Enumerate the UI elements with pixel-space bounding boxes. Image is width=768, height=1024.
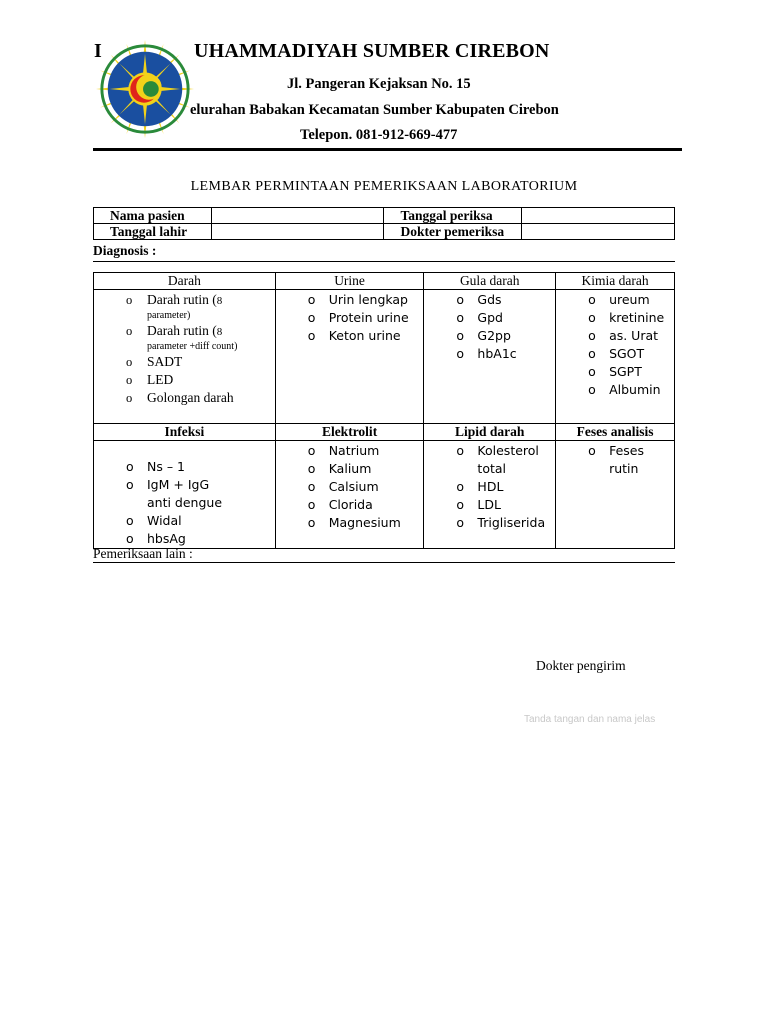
lab-test-grid [93,272,675,549]
form-title: LEMBAR PERMINTAAN PEMERIKSAAN LABORATORIUM [190,179,578,194]
list-item[interactable]: o Natrium [276,442,424,460]
section-title-kimia: Kimia darah [556,273,675,290]
list-item[interactable]: o HDL [424,478,555,496]
elektrolit-list [276,441,424,532]
other-exam-label: Pemeriksaan lain : [93,546,193,561]
list-item[interactable]: o Protein urine [276,309,424,327]
list-item[interactable]: o Golongan darah [94,389,275,407]
diagnosis-label: Diagnosis : [93,243,157,258]
letterhead-rule [93,148,682,151]
section-title-infeksi: Infeksi [94,424,276,441]
gula-list [424,290,555,363]
section-title-lipid: Lipid darah [424,424,556,441]
list-item[interactable]: o G2pp [424,327,555,345]
list-item[interactable]: o Trigliserida [424,514,555,532]
phone-line: Telepon. 081-912-669-477 [300,127,458,143]
section-title-feses: Feses analisis [556,424,675,441]
list-item[interactable]: o Feses rutin [556,442,674,478]
section-title-darah: Darah [94,273,276,290]
muhammadiyah-logo [96,40,194,138]
kimia-list [556,290,674,399]
section-title-gula: Gula darah [424,273,556,290]
list-item[interactable]: o IgM + IgG anti dengue [94,476,275,512]
list-item[interactable]: o LDL [424,496,555,514]
other-exam-rule [93,562,675,563]
sender-doctor-label: Dokter pengirim [536,658,626,673]
region-line: elurahan Babakan Kecamatan Sumber Kabupaten Cirebon [190,102,559,118]
list-item[interactable]: o SADT [94,353,275,371]
list-item[interactable]: o Darah rutin (8 parameter +diff count) [94,322,275,353]
patient-name-field[interactable] [211,208,384,224]
list-item[interactable]: o SGPT [556,363,674,381]
list-item[interactable]: o Ns – 1 [94,458,275,476]
list-item[interactable]: o Albumin [556,381,674,399]
list-item[interactable]: o ureum [556,291,674,309]
patient-info-table [93,207,675,240]
list-item[interactable]: o SGOT [556,345,674,363]
list-item[interactable]: o as. Urat [556,327,674,345]
exam-date-label: Tanggal periksa [384,208,522,224]
list-item[interactable]: o Widal [94,512,275,530]
urine-list [276,290,424,345]
section-title-elektrolit: Elektrolit [275,424,424,441]
infeksi-list [94,441,275,548]
list-item[interactable]: o Magnesium [276,514,424,532]
list-item[interactable]: o Keton urine [276,327,424,345]
darah-list [94,290,275,407]
list-item[interactable]: o hbA1c [424,345,555,363]
institution-name: UHAMMADIYAH SUMBER CIREBON [193,40,550,62]
birth-date-field[interactable] [211,224,384,240]
birth-date-label: Tanggal lahir [94,224,212,240]
feses-list [556,441,674,478]
list-item[interactable]: o Calsium [276,478,424,496]
title-cut-letter: I [94,40,102,62]
doctor-field[interactable] [522,224,675,240]
list-item[interactable]: o Clorida [276,496,424,514]
list-item[interactable]: o LED [94,371,275,389]
list-item[interactable]: o Darah rutin (8 parameter) [94,291,275,322]
list-item[interactable]: o hbsAg [94,530,275,548]
section-title-urine: Urine [275,273,424,290]
diagnosis-rule [93,261,675,262]
list-item[interactable]: o Gpd [424,309,555,327]
exam-date-field[interactable] [522,208,675,224]
lipid-list [424,441,555,532]
list-item[interactable]: o Kalium [276,460,424,478]
patient-name-label: Nama pasien [94,208,212,224]
list-item[interactable]: o Gds [424,291,555,309]
list-item[interactable]: o Urin lengkap [276,291,424,309]
list-item[interactable]: o Kolesterol total [424,442,555,478]
address-line: Jl. Pangeran Kejaksan No. 15 [287,76,471,92]
list-item[interactable]: o kretinine [556,309,674,327]
signature-hint: Tanda tangan dan nama jelas [524,714,656,725]
doctor-label: Dokter pemeriksa [384,224,522,240]
